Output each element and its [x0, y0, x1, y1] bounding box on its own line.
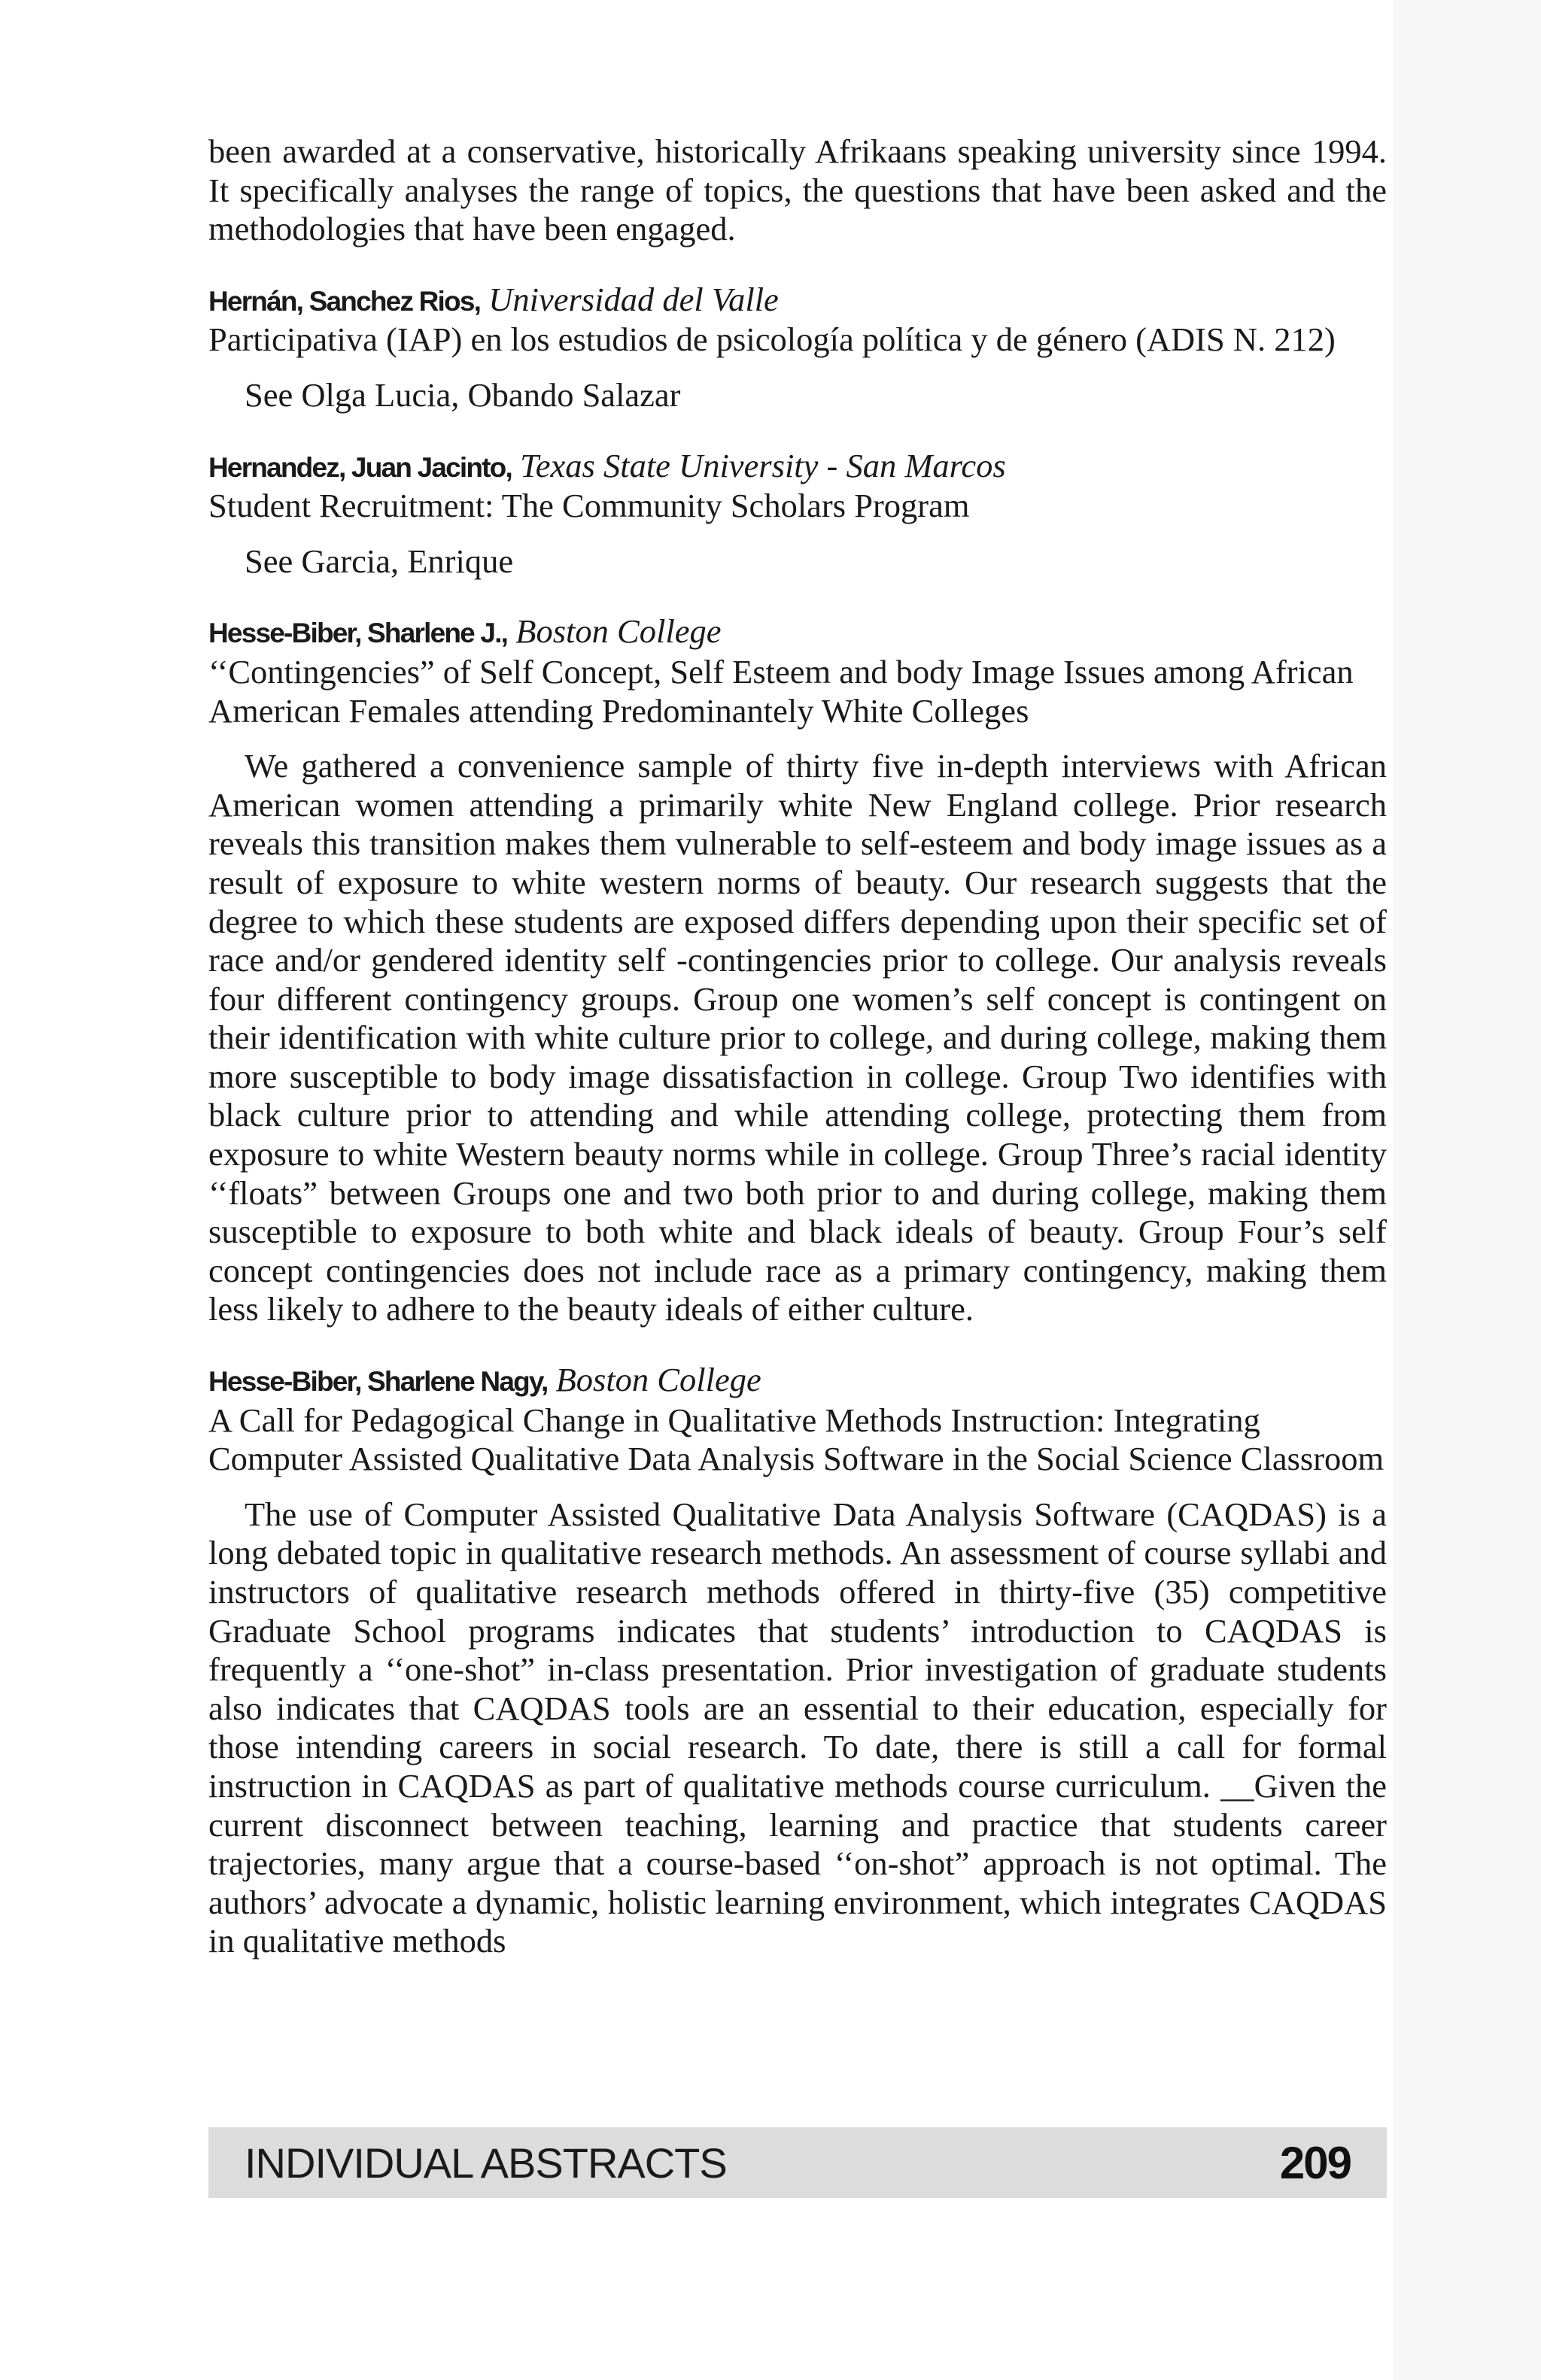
entry-abstract: We gathered a convenience sample of thirty five in-depth interviews with African American women attending a primarily white New England college. Prior research reveals this transition makes them vulnerable to self-esteem and body image issues as a result of exposure to white western norms of beauty. Our research suggests that the degree to which these students are exposed differs depending upon their specific set of race and/or gendered identity self -contingencies prior to college. Our analysis reveals four different contingency groups. Group one women’s self concept is contingent on their identification with white culture prior to college, and during college, making them more susceptible to body image dissatisfaction in college. Group Two identifies with black culture prior to attending and while attending college, protecting them from exposure to white Western beauty norms while in college. Group Three’s racial identity ‘‘floats” between Groups one and two both prior to and during college, making them susceptible to exposure to both white and black ideals of beauty. Group Four’s self concept contingencies does not include race as a primary contingency, making them less likely to adhere to the beauty ideals of either culture. — [208, 747, 1387, 1328]
page-edge-shade — [1394, 0, 1541, 2380]
entry-affiliation: Universidad del Valle — [488, 280, 779, 318]
entry-see-reference: See Olga Lucia, Obando Salazar — [245, 375, 681, 414]
entry-heading — [208, 612, 1387, 653]
page-body — [208, 132, 1387, 1961]
entry-heading — [208, 281, 1387, 321]
entry-heading — [208, 447, 1387, 487]
entry-author: Hernán, Sanchez Rios, — [208, 285, 481, 317]
entry-title: A Call for Pedagogical Change in Qualitative Methods Instruction: Integrating Computer Assisted Qualitative Data Analysis Software in the Social Science Classroom — [208, 1401, 1384, 1478]
abstract-entry — [208, 447, 1387, 581]
entry-title: Participativa (IAP) en los estudios de psicología política y de género (ADIS N. 212) — [208, 320, 1336, 359]
abstract-entry — [208, 612, 1387, 1329]
page-footer — [208, 2127, 1387, 2198]
entry-heading — [208, 1361, 1387, 1401]
page-number: 209 — [1279, 2137, 1351, 2188]
entry-affiliation: Texas State University - San Marcos — [520, 446, 1006, 484]
entry-affiliation: Boston College — [555, 1361, 761, 1399]
intro-paragraph: been awarded at a conservative, historically Afrikaans speaking university since 1994. It specifically analyses the range of topics, the questions that have been asked and the methodologies that have been engaged. — [208, 132, 1387, 248]
entry-see-reference: See Garcia, Enrique — [245, 542, 514, 580]
abstract-entry — [208, 281, 1387, 415]
entry-author: Hesse-Biber, Sharlene Nagy, — [208, 1366, 548, 1398]
entry-affiliation: Boston College — [515, 612, 722, 651]
entry-title: ‘‘Contingencies” of Self Concept, Self Esteem and body Image Issues among African American Females attending Predominantely White Colleges — [208, 652, 1354, 730]
entry-author: Hesse-Biber, Sharlene J., — [208, 618, 508, 649]
footer-section-title: INDIVIDUAL ABSTRACTS — [245, 2139, 727, 2187]
entry-title: Student Recruitment: The Community Scholars Program — [208, 487, 970, 525]
entry-author: Hernandez, Juan Jacinto, — [208, 451, 512, 483]
entry-abstract: The use of Computer Assisted Qualitative Data Analysis Software (CAQDAS) is a long debated topic in qualitative research methods. An assessment of course syllabi and instructors of qualitative research methods offered in thirty-five (35) competitive Graduate School programs indicates that students’ introduction to CAQDAS is frequently a ‘‘one-shot” in-class presentation. Prior investigation of graduate students also indicates that CAQDAS tools are an essential to their education, especially for those intending careers in social research. To date, there is still a call for formal instruction in CAQDAS as part of qualitative methods course curriculum. __Given the current disconnect between teaching, learning and practice that students career trajectories, many argue that a course-based ‘‘on-shot” approach is not optimal. The authors’ advocate a dynamic, holistic learning environment, which integrates CAQDAS in qualitative methods — [208, 1495, 1387, 1960]
abstract-entry — [208, 1361, 1387, 1961]
